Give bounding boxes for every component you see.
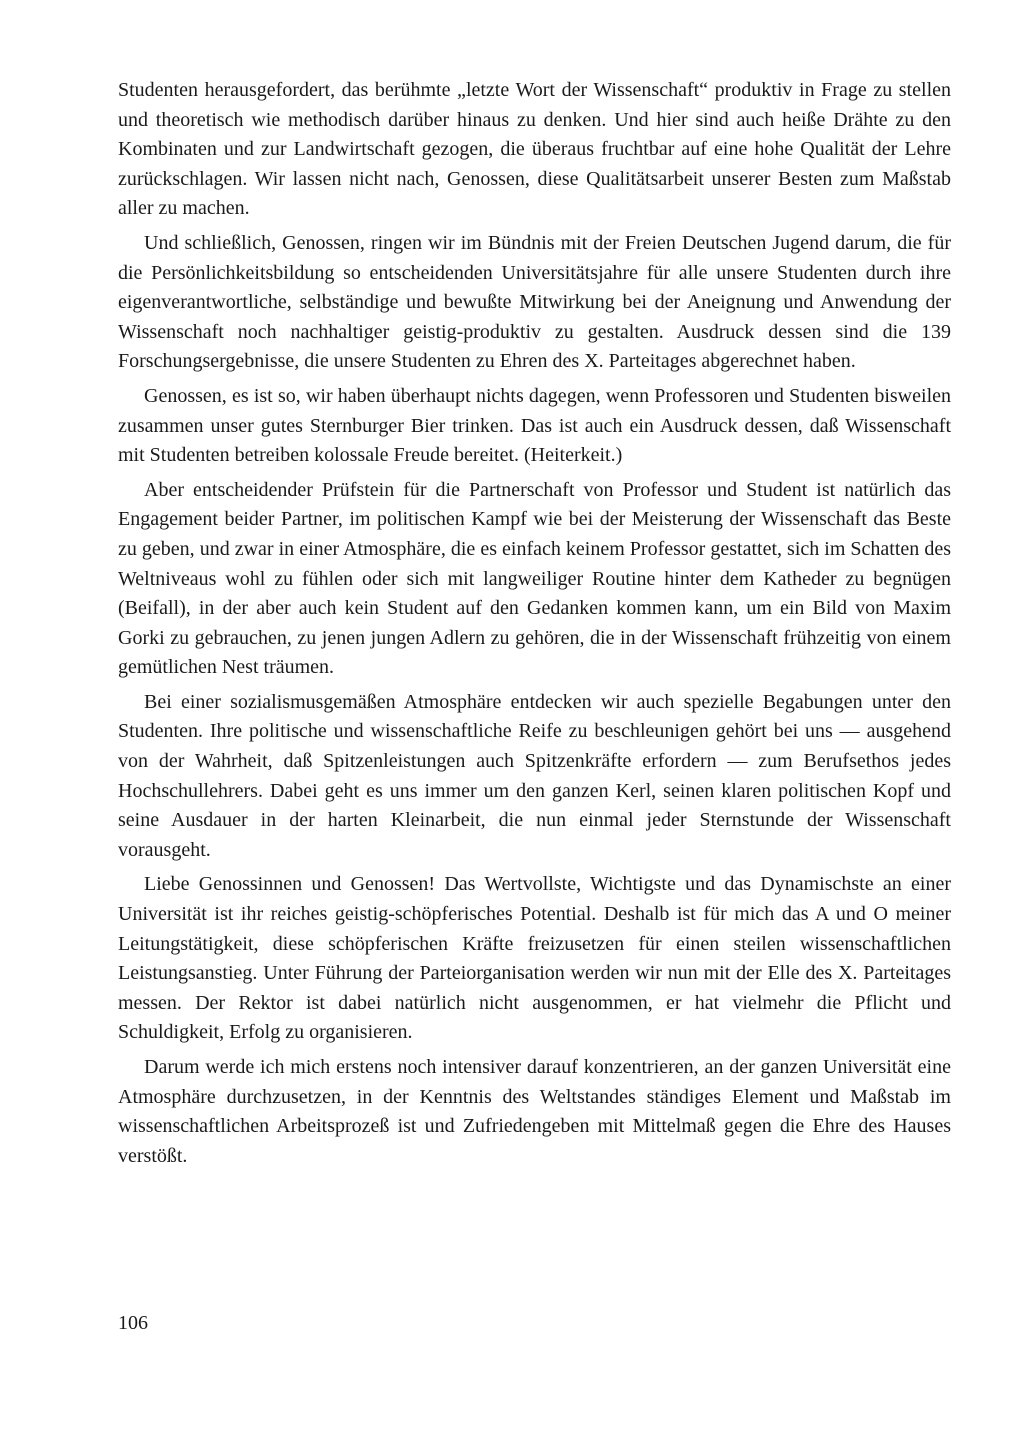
paragraph-6: Liebe Genossinnen und Genossen! Das Wertvollste, Wichtigste und das Dynamischste an einer Universität ist ihr reiches geistig-schöpferisches Potential. Deshalb ist für mich das A und O meiner Leitungstätigkeit, diese schöpferischen Kräfte freizusetzen für einen steilen wissenschaftlichen Leistungsanstieg. Unter Führung der Parteiorganisation werden wir nun mit der Elle des X. Parteitages messen. Der Rektor ist dabei natürlich nicht ausgenommen, er hat vielmehr die Pflicht und Schuldigkeit, Erfolg zu organisieren. [118, 873, 951, 1044]
paragraph-1: Studenten herausgefordert, das berühmte „letzte Wort der Wissenschaft“ produktiv in Frage zu stellen und theoretisch wie methodisch darüber hinaus zu denken. Und hier sind auch heiße Drähte zu den Kombinaten und zur Landwirtschaft gezogen, die überaus fruchtbar auf eine hohe Qualität der Lehre zurückschlagen. Wir lassen nicht nach, Genossen, diese Qualitätsarbeit unserer Besten zum Maßstab aller zu machen. [118, 79, 951, 220]
page-number: 106 [118, 1312, 148, 1334]
paragraph-2: Und schließlich, Genossen, ringen wir im Bündnis mit der Freien Deutschen Jugend darum, die für die Persönlichkeitsbildung so entscheidenden Universitätsjahre für alle unsere Studenten durch ihre eigenverantwortliche, selbständige und bewußte Mitwirkung bei der Aneignung und Anwendung der Wissenschaft noch nachhaltiger geistig-produktiv zu gestalten. Ausdruck dessen sind die 139 Forschungsergebnisse, die unsere Studenten zu Ehren des X. Parteitages abgerechnet haben. [118, 231, 951, 373]
paragraph-3: Genossen, es ist so, wir haben überhaupt nichts dagegen, wenn Professoren und Studenten bisweilen zusammen unser gutes Sternburger Bier trinken. Das ist auch ein Ausdruck dessen, daß Wissenschaft mit Studenten betreiben kolossale Freude bereitet. (Heiterkeit.) [118, 384, 951, 467]
document-page [118, 76, 951, 1176]
paragraph-5: Bei einer sozialismusgemäßen Atmosphäre entdecken wir auch spezielle Begabungen unter den Studenten. Ihre politische und wissenschaftliche Reife zu beschleunigen gehört bei uns — ausgehend von der Wahrheit, daß Spitzenleistungen auch Spitzenkräfte erfordern — zum Berufsethos jedes Hochschullehrers. Dabei geht es uns immer um den ganzen Kerl, seinen klaren politischen Kopf und seine Ausdauer in der harten Kleinarbeit, die nun einmal jeder Sternstunde der Wissenschaft vorausgeht. [118, 690, 951, 861]
paragraph-4: Aber entscheidender Prüfstein für die Partnerschaft von Professor und Student ist natürlich das Engagement beider Partner, im politischen Kampf wie bei der Meisterung der Wissenschaft das Beste zu geben, und zwar in einer Atmosphäre, die es einfach keinem Professor gestattet, sich im Schatten des Weltniveaus wohl zu fühlen oder sich mit langweiliger Routine hinter dem Katheder zu begnügen (Beifall), in der aber auch kein Student auf den Gedanken kommen kann, um ein Bild von Maxim Gorki zu gebrauchen, zu jenen jungen Adlern zu gehören, die in der Wissenschaft frühzeitig von einem gemütlichen Nest träumen. [118, 478, 951, 679]
paragraph-7: Darum werde ich mich erstens noch intensiver darauf konzentrieren, an der ganzen Universität eine Atmosphäre durchzusetzen, in der Kenntnis des Weltstandes ständiges Element und Maßstab im wissenschaftlichen Arbeitsprozeß ist und Zufriedengeben mit Mittelmaß gegen die Ehre des Hauses verstößt. [118, 1056, 951, 1167]
